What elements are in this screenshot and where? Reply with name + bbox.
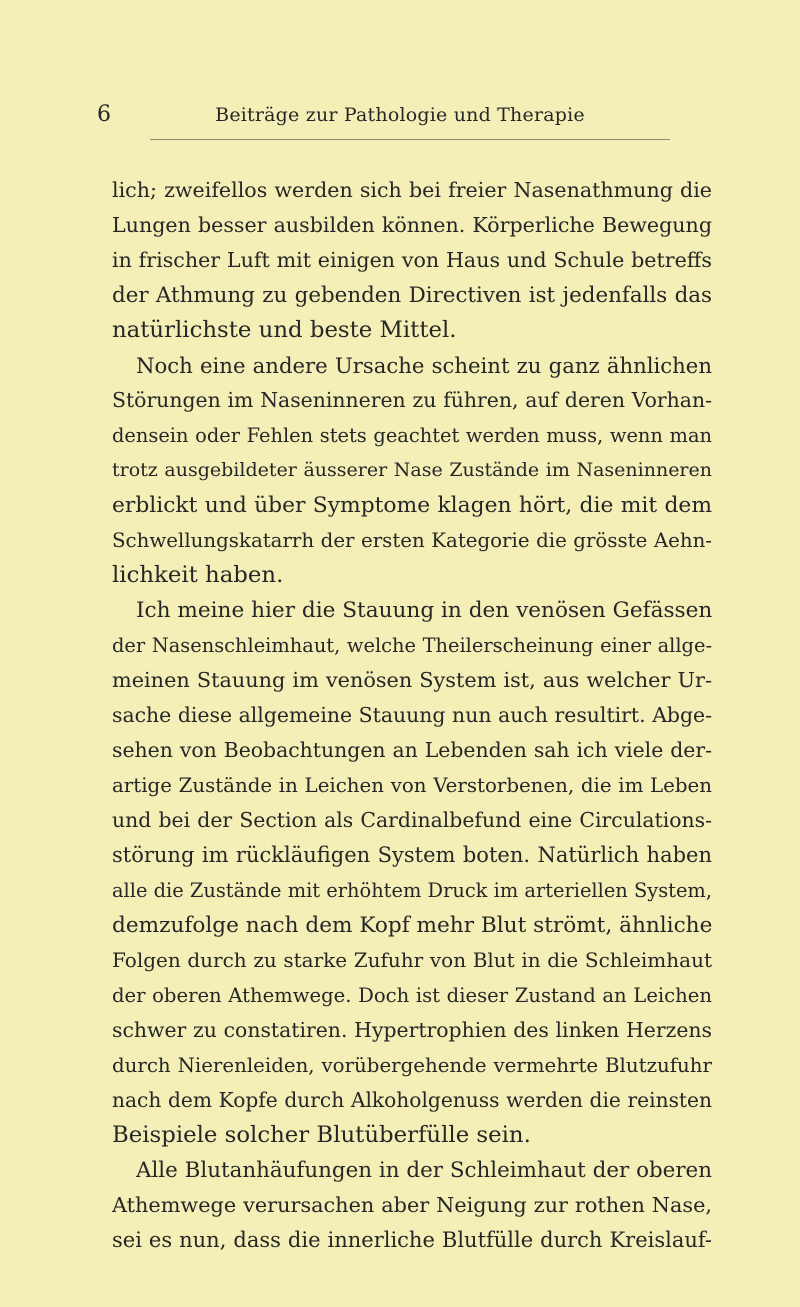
text-line: meinen Stauung im venösen System ist, aus welcher Ur- — [112, 668, 712, 692]
text-line: Lungen besser ausbilden können. Körperliche Bewegung — [112, 213, 712, 237]
text-line: nach dem Kopfe durch Alkoholgenuss werden die reinsten — [112, 1088, 712, 1112]
text-line: Beispiele solcher Blutüberfülle sein. — [112, 1122, 531, 1148]
text-line: Athemwege verursachen aber Neigung zur rothen Nase, — [112, 1193, 712, 1217]
running-title: Beiträge zur Pathologie und Therapie — [215, 104, 585, 126]
text-line: Folgen durch zu starke Zufuhr von Blut in die Schleimhaut — [112, 948, 712, 972]
text-line: sache diese allgemeine Stauung nun auch resultirt. Abge- — [112, 703, 712, 727]
text-line: alle die Zustände mit erhöhtem Druck im arteriellen System, — [112, 879, 712, 902]
text-line: natürlichste und beste Mittel. — [112, 317, 457, 343]
text-line: Schwellungskatarrh der ersten Kategorie die grösste Aehn- — [112, 529, 712, 552]
text-line: der oberen Athemwege. Doch ist dieser Zustand an Leichen — [112, 984, 712, 1007]
header-rule — [150, 139, 670, 140]
text-line: artige Zustände in Leichen von Verstorbenen, die im Leben — [112, 774, 712, 797]
text-line: sehen von Beobachtungen an Lebenden sah ich viele der- — [112, 738, 712, 762]
text-line: trotz ausgebildeter äusserer Nase Zustände im Naseninneren — [112, 459, 712, 481]
text-line: lich; zweifellos werden sich bei freier Nasenathmung die — [112, 178, 712, 202]
text-line: störung im rückläufigen System boten. Natürlich haben — [112, 843, 712, 867]
body-text — [112, 173, 712, 1258]
text-line: Ich meine hier die Stauung in den venösen Gefässen — [136, 598, 713, 623]
text-line: erblickt und über Symptome klagen hört, die mit dem — [112, 493, 712, 518]
text-line: schwer zu constatiren. Hypertrophien des linken Herzens — [112, 1018, 712, 1042]
text-line: Störungen im Naseninneren zu führen, auf deren Vorhan- — [112, 388, 712, 412]
text-line: Alle Blutanhäufungen in der Schleimhaut der oberen — [136, 1158, 712, 1183]
text-line: lichkeit haben. — [112, 562, 284, 588]
text-line: der Athmung zu gebenden Directiven ist jedenfalls das — [112, 283, 712, 308]
text-line: in frischer Luft mit einigen von Haus und Schule betreffs — [112, 248, 712, 272]
text-line: sei es nun, dass die innerliche Blutfülle durch Kreislauf- — [112, 1228, 712, 1252]
text-line: der Nasenschleimhaut, welche Theilerscheinung einer allge- — [112, 634, 712, 657]
running-head — [0, 100, 800, 130]
text-line: demzufolge nach dem Kopf mehr Blut strömt, ähnliche — [112, 913, 713, 938]
page-number: 6 — [97, 102, 111, 127]
text-line: densein oder Fehlen stets geachtet werden muss, wenn man — [112, 424, 712, 447]
text-line: durch Nierenleiden, vorübergehende vermehrte Blutzufuhr — [112, 1054, 712, 1077]
text-line: Noch eine andere Ursache scheint zu ganz ähnlichen — [136, 353, 712, 378]
text-line: und bei der Section als Cardinalbefund eine Circulations- — [112, 808, 712, 832]
